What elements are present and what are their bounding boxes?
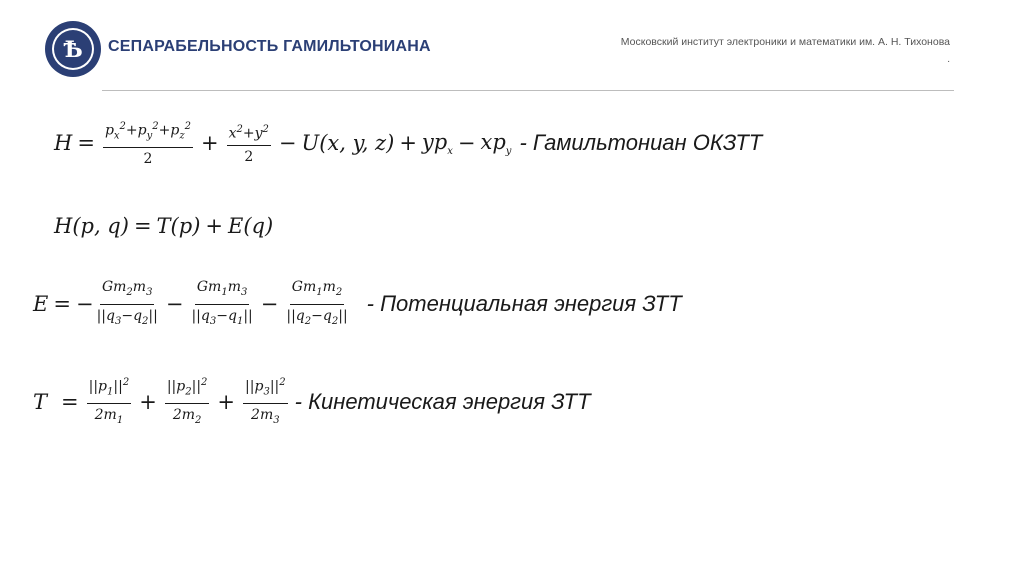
potential-energy-description: - Потенциальная энергия ЗТТ [366,291,682,317]
svg-text:Ѣ: Ѣ [63,37,83,63]
potential-energy-equation: E = − $\frac{Gm_2m_3}{||q_3-q_2||}$ − $\frac{Gm_1m_3}{||q_3-q_1||}$ − $\frac{Gm_1m_2}{||q_2-q_2||}$ - Потенциальная энергия ЗТТ [33,279,682,327]
hamiltonian-equation: H = $\frac{p_x^2+p_y^2+p_z^2}{2}$ + $\frac{x^2+y^2}{2}$ − U(x, y, z) + $yp_x$ − $xp_y$ - Гамильтониан ОКЗТТ [54,118,762,168]
hse-logo-icon [44,20,102,78]
slide-title: СЕПАРАБЕЛЬНОСТЬ ГАМИЛЬТОНИАНА [108,38,431,55]
separation-equation: H(p, q) = T(p) + E(q) [54,214,274,238]
institute-name: Московский институт электроники и математики им. А. Н. Тихонова [620,36,950,48]
slide-header [0,0,1024,92]
kinetic-energy-description: - Кинетическая энергия ЗТТ [294,389,591,415]
hamiltonian-description: - Гамильтониан ОКЗТТ [519,130,763,156]
institute-dot: . [947,54,950,65]
kinetic-energy-equation: T = $\frac{||p_1||^2}{2m_1}$ + $\frac{||p_2||^2}{2m_2}$ + $\frac{||p_3||^2}{2m_3}$ - Кинетическая энергия ЗТТ [33,374,591,430]
header-divider [102,90,954,91]
